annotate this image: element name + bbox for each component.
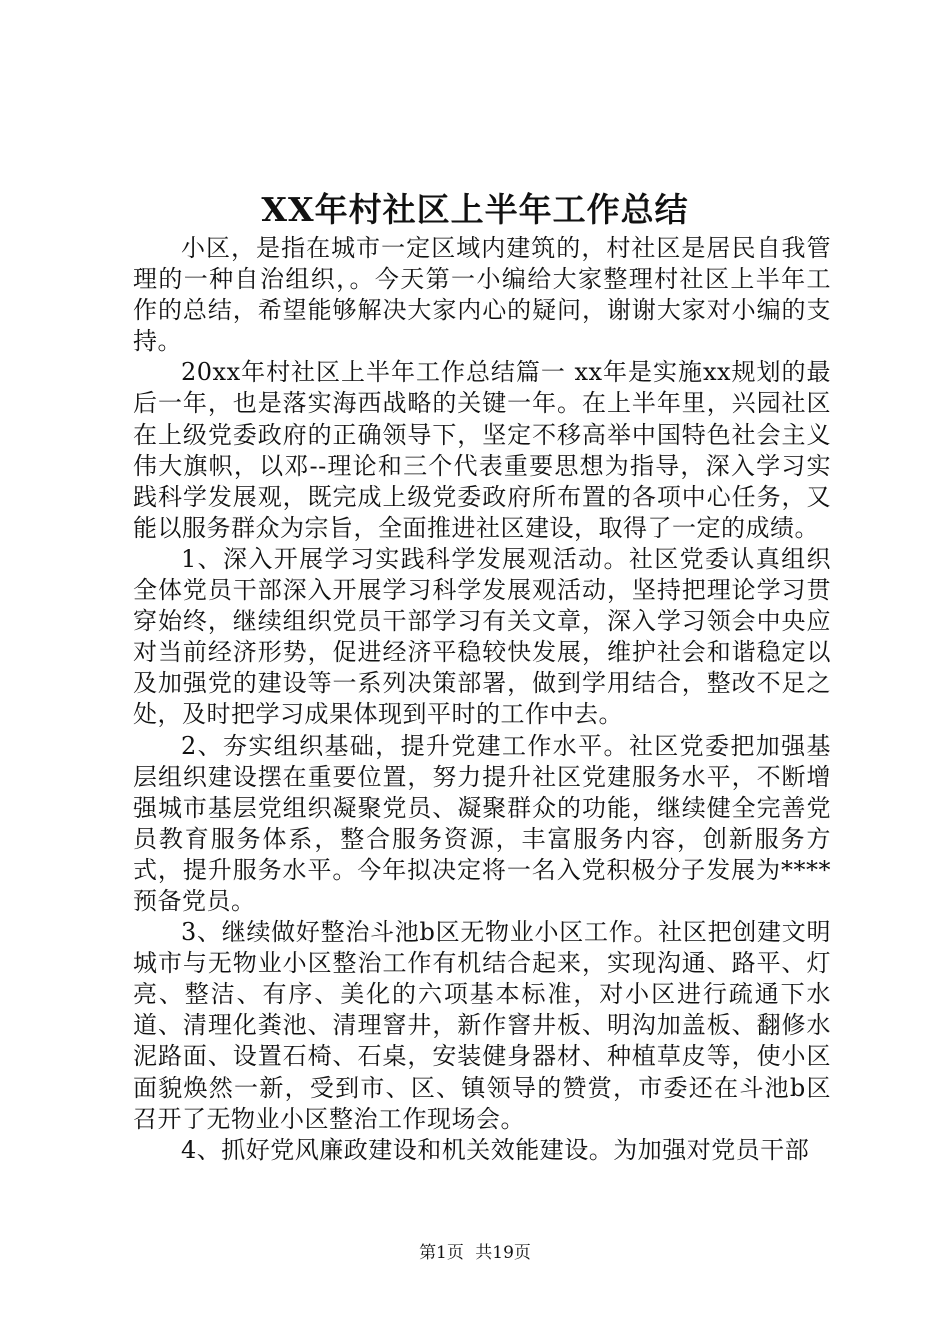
document-title: XX年村社区上半年工作总结 — [261, 190, 689, 229]
paragraph-intro: 小区，是指在城市一定区域内建筑的，村社区是居民自我管理的一种自治组织，。今天第一小编给大家整理村社区上半年工作的总结，希望能够解决大家内心的疑问，谢谢大家对小编的支持。 — [133, 234, 831, 356]
document-body — [133, 233, 831, 1166]
page-total: 共19页 — [475, 1243, 531, 1263]
paragraph-overview: 20xx年村社区上半年工作总结篇一 xx年是实施xx规划的最后一年，也是落实海西战略的关键一年。在上半年里，兴园社区在上级党委政府的正确领导下，坚定不移高举中国特色社会主义伟大旗帜，以邓--理论和三个代表重要思想为指导，深入学习实践科学发展观，既完成上级党委政府所布置的各项中心任务，又能以服务群众为宗旨，全面推进社区建设，取得了一定的成绩。 — [133, 358, 831, 542]
paragraph-item-4: 4、抓好党风廉政建设和机关效能建设。为加强对党员干部 — [181, 1135, 810, 1164]
paragraph-item-3: 3、继续做好整治斗池b区无物业小区工作。社区把创建文明城市与无物业小区整治工作有机结合起来，实现沟通、路平、灯亮、整洁、有序、美化的六项基本标准，对小区进行疏通下水道、清理化粪池、清理窨井，新作窨井板、明沟加盖板、翻修水泥路面、设置石椅、石桌，安装健身器材、种植草皮等，使小区面貌焕然一新，受到市、区、镇领导的赞赏，市委还在斗池b区召开了无物业小区整治工作现场会。 — [133, 918, 831, 1133]
paragraph-item-1: 1、深入开展学习实践科学发展观活动。社区党委认真组织全体党员干部深入开展学习科学发展观活动，坚持把理论学习贯穿始终，继续组织党员干部学习有关文章，深入学习领会中央应对当前经济形势，促进经济平稳较快发展，维护社会和谐稳定以及加强党的建设等一系列决策部署，做到学用结合，整改不足之处，及时把学习成果体现到平时的工作中去。 — [133, 544, 831, 729]
paragraph-item-2: 2、夯实组织基础，提升党建工作水平。社区党委把加强基层组织建设摆在重要位置，努力提升社区党建服务水平，不断增强城市基层党组织凝聚党员、凝聚群众的功能，继续健全完善党员教育服务体系，整合服务资源，丰富服务内容，创新服务方式，提升服务水平。今年拟决定将一名入党积极分子发展为****预备党员。 — [133, 731, 831, 915]
page-footer — [0, 1241, 950, 1265]
page-number: 第1页 — [419, 1243, 464, 1263]
